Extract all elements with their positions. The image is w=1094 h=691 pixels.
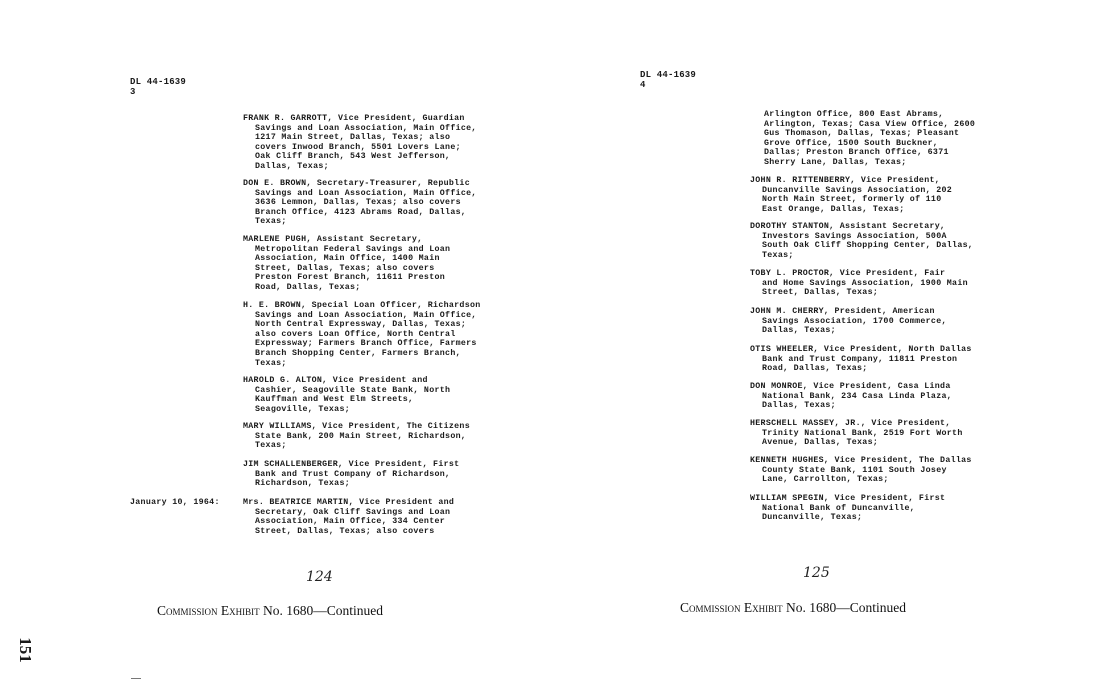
entry-line: Richardson, Texas; [255, 479, 351, 489]
entry-line: Street, Dallas, Texas; [762, 288, 879, 298]
entry-line: Kauffman and West Elm Streets, [255, 395, 414, 405]
entry-line: TOBY L. PROCTOR, Vice President, Fair [750, 269, 946, 278]
entry-line: Dallas, Texas; [762, 401, 836, 411]
list-item [750, 345, 972, 374]
entry-line: Savings and Loan Association, Main Office, [255, 123, 477, 133]
entry-line: North Central Expressway, Dallas, Texas; [255, 320, 467, 330]
entry-line: covers Inwood Branch, 5501 Lovers Lane; [255, 142, 461, 152]
entry-line: Duncanville, Texas; [762, 513, 863, 523]
list-item [243, 114, 477, 172]
list-item [243, 376, 450, 414]
page-number: 4 [640, 80, 646, 90]
margin-page-number-text: 151 [16, 637, 35, 663]
entry-line: Cashier, Seagoville State Bank, North [255, 385, 451, 395]
entry-line: DON MONROE, Vice President, Casa Linda [750, 382, 951, 391]
entry-line: KENNETH HUGHES, Vice President, The Dallas [750, 456, 972, 465]
entry-line: Bank and Trust Company, 11811 Preston [762, 354, 958, 364]
entry-line: Expressway; Farmers Branch Office, Farmers [255, 339, 477, 349]
entry-line: Gus Thomason, Dallas, Texas; Pleasant [764, 129, 960, 139]
entry-line: Lane, Carrollton, Texas; [762, 475, 889, 485]
entry-line: also covers Loan Office, North Central [255, 329, 456, 339]
entry-line: South Oak Cliff Shopping Center, Dallas, [762, 241, 974, 251]
entry-line: MARY WILLIAMS, Vice President, The Citizens [243, 422, 470, 431]
entry-line: Texas; [255, 441, 287, 451]
handwritten-page-number: 124 [306, 569, 333, 585]
entry-line: Oak Cliff Branch, 543 West Jefferson, [255, 152, 451, 162]
entry-line: County State Bank, 1101 South Josey [762, 465, 947, 475]
list-item [243, 498, 454, 536]
entry-line: Savings Association, 1700 Commerce, [762, 316, 947, 326]
entry-line: Investors Savings Association, 500A [762, 231, 947, 241]
list-item [750, 456, 972, 485]
page-number: 3 [130, 87, 136, 97]
entry-line: OTIS WHEELER, Vice President, North Dallas [750, 345, 972, 354]
entry-line: State Bank, 200 Main Street, Richardson, [255, 431, 467, 441]
entry-line: HERSCHELL MASSEY, JR., Vice President, [750, 419, 951, 428]
entry-line: Branch Shopping Center, Farmers Branch, [255, 348, 461, 358]
stray-mark [131, 678, 141, 679]
entry-date: January 10, 1964: [130, 498, 220, 507]
entry-line: Texas; [255, 358, 287, 368]
list-item [243, 179, 477, 227]
entry-line: JIM SCHALLENBERGER, Vice President, First [243, 460, 460, 469]
list-item [243, 301, 481, 368]
entry-line: HAROLD G. ALTON, Vice President and [243, 376, 428, 385]
entry-line: Arlington, Texas; Casa View Office, 2600 [764, 119, 976, 129]
exhibit-title-word: Commission [157, 603, 218, 618]
entry-line: 3636 Lemmon, Dallas, Texas; also covers [255, 198, 461, 208]
right-page [547, 0, 1094, 691]
entry-line: Avenue, Dallas, Texas; [762, 438, 879, 448]
entry-line: Trinity National Bank, 2519 Fort Worth [762, 428, 963, 438]
entry-line: DON E. BROWN, Secretary-Treasurer, Republic [243, 179, 470, 188]
entry-line: JOHN R. RITTENBERRY, Vice President, [750, 176, 941, 185]
entry-line: Arlington Office, 800 East Abrams, [764, 110, 944, 119]
entry-line: Secretary, Oak Cliff Savings and Loan [255, 507, 451, 517]
entry-line: DOROTHY STANTON, Assistant Secretary, [750, 222, 946, 231]
entry-line: JOHN M. CHERRY, President, American [750, 307, 935, 316]
entry-line: Branch Office, 4123 Abrams Road, Dallas, [255, 207, 467, 217]
list-item [243, 235, 450, 293]
list-item [750, 494, 945, 523]
list-item [750, 382, 952, 411]
entry-line: Road, Dallas, Texas; [255, 282, 361, 292]
margin-page-number [10, 630, 40, 670]
entry-line: Mrs. BEATRICE MARTIN, Vice President and [243, 498, 455, 507]
entry-line: Preston Forest Branch, 11611 Preston [255, 273, 446, 283]
exhibit-title-word: Exhibit [220, 603, 260, 618]
list-item [243, 460, 459, 489]
entry-line: Seagoville, Texas; [255, 404, 351, 414]
entry-line: Duncanville Savings Association, 202 [762, 185, 953, 195]
entry-line: East Orange, Dallas, Texas; [762, 204, 905, 214]
entry-line: H. E. BROWN, Special Loan Officer, Richardson [243, 301, 481, 310]
entry-line: Association, Main Office, 334 Center [255, 517, 446, 527]
file-number: DL 44-1639 [130, 77, 187, 87]
entry-line: FRANK R. GARROTT, Vice President, Guardian [243, 114, 465, 123]
exhibit-title-word: Exhibit [743, 600, 783, 615]
entry-line: National Bank of Duncanville, [762, 503, 916, 513]
entry-line: Road, Dallas, Texas; [762, 364, 868, 374]
entry-line: Sherry Lane, Dallas, Texas; [764, 157, 907, 167]
entry-line: Savings and Loan Association, Main Office, [255, 310, 477, 320]
list-item [750, 307, 947, 336]
entry-line: WILLIAM SPEGIN, Vice President, First [750, 494, 946, 503]
entry-line: Texas; [255, 217, 287, 227]
entry-line: 1217 Main Street, Dallas, Texas; also [255, 133, 451, 143]
entry-line: Texas; [762, 250, 794, 260]
entry-line: Dallas, Texas; [255, 161, 329, 171]
entry-line: Association, Main Office, 1400 Main [255, 254, 440, 264]
entry-line: Savings and Loan Association, Main Office, [255, 188, 477, 198]
entry-line: National Bank, 234 Casa Linda Plaza, [762, 391, 953, 401]
exhibit-title [680, 600, 906, 616]
file-number-block [640, 70, 696, 90]
exhibit-title-rest: No. 1680—Continued [259, 603, 384, 618]
list-item [752, 110, 975, 168]
entry-line: Bank and Trust Company of Richardson, [255, 469, 451, 479]
entry-line: Dallas, Texas; [762, 326, 836, 336]
file-number: DL 44-1639 [640, 70, 697, 80]
file-number-block [130, 77, 186, 97]
list-item [750, 176, 952, 214]
entry-line: MARLENE PUGH, Assistant Secretary, [243, 235, 423, 244]
entry-line: Dallas; Preston Branch Office, 6371 [764, 148, 949, 158]
entry-line: North Main Street, formerly of 110 [762, 195, 942, 205]
handwritten-page-number: 125 [803, 565, 830, 581]
list-item [750, 269, 968, 298]
entry-line: Metropolitan Federal Savings and Loan [255, 244, 451, 254]
list-item [750, 419, 963, 448]
entry-line: Street, Dallas, Texas; also covers [255, 526, 435, 536]
exhibit-title-rest: No. 1680—Continued [782, 600, 907, 615]
entry-line: Grove Office, 1500 South Buckner, [764, 138, 939, 148]
exhibit-title [157, 603, 383, 619]
list-item [243, 422, 470, 451]
list-item [750, 222, 973, 260]
exhibit-title-word: Commission [680, 600, 741, 615]
entry-line: and Home Savings Association, 1900 Main [762, 278, 968, 288]
entry-line: Street, Dallas, Texas; also covers [255, 263, 435, 273]
